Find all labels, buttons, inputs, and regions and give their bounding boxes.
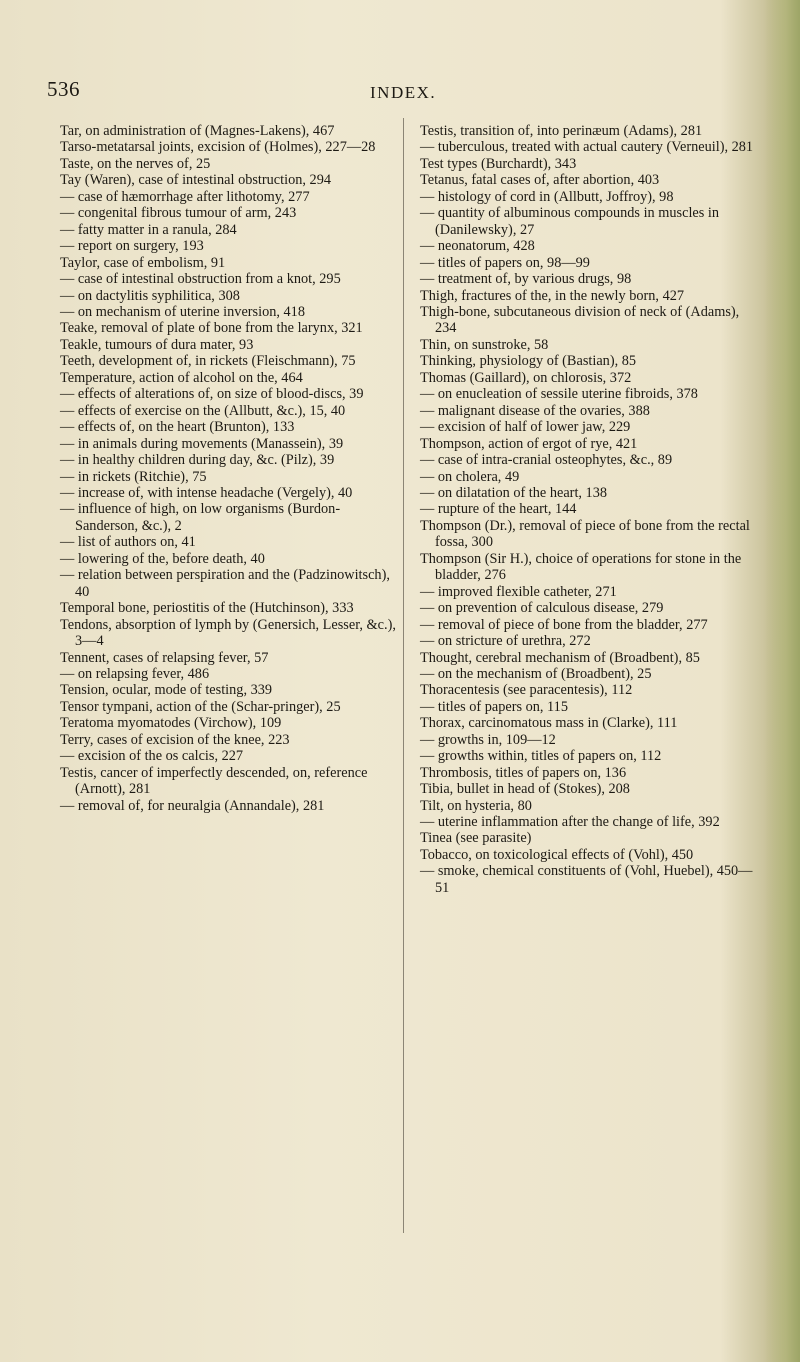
index-entry: — improved flexible catheter, 271 [420, 583, 617, 600]
index-entry: Tibia, bullet in head of (Stokes), 208 [420, 781, 630, 798]
index-entry: — case of hæmorrhage after lithotomy, 277 [60, 188, 310, 205]
index-entry: Taste, on the nerves of, 25 [60, 155, 211, 172]
index-entry: Thompson (Sir H.), choice of operations for stone in the bladder, 276 [420, 550, 742, 584]
index-entry: — treatment of, by various drugs, 98 [420, 271, 632, 288]
index-entry: — titles of papers on, 98—99 [420, 254, 590, 271]
index-entry: — list of authors on, 41 [60, 534, 196, 551]
index-entry: — growths within, titles of papers on, 112 [420, 748, 662, 765]
index-entry: Thoracentesis (see paracentesis), 112 [420, 682, 633, 699]
index-entry: — increase of, with intense headache (Vergely), 40 [60, 484, 353, 501]
index-entry: — in rickets (Ritchie), 75 [60, 468, 207, 485]
index-entry: Tensor tympani, action of the (Schar-pringer), 25 [60, 698, 341, 715]
index-entry: — in animals during movements (Manassein), 39 [60, 435, 344, 452]
index-entry: — neonatorum, 428 [420, 238, 535, 255]
index-entry: — on mechanism of uterine inversion, 418 [60, 303, 305, 320]
index-entry: — on cholera, 49 [420, 468, 520, 485]
running-head: INDEX. [370, 83, 437, 102]
index-entry: — tuberculous, treated with actual cautery (Verneuil), 281 [420, 139, 754, 156]
index-entry: Testis, cancer of imperfectly descended, on, reference (Arnott), 281 [60, 764, 368, 798]
index-entry: Tilt, on hysteria, 80 [420, 797, 532, 814]
index-entry: — rupture of the heart, 144 [420, 501, 577, 518]
index-entry: — malignant disease of the ovaries, 388 [420, 402, 650, 419]
index-entry: — on stricture of urethra, 272 [420, 633, 591, 650]
column-divider [403, 118, 404, 1233]
index-entry: Teeth, development of, in rickets (Fleischmann), 75 [60, 353, 356, 370]
index-entry: — on dactylitis syphilitica, 308 [60, 287, 240, 304]
index-entry: — in healthy children during day, &c. (Pilz), 39 [60, 452, 335, 469]
index-entry: Terry, cases of excision of the knee, 223 [60, 731, 290, 748]
index-entry: — on the mechanism of (Broadbent), 25 [420, 665, 652, 682]
index-entry: — smoke, chemical constituents of (Vohl, Huebel), 450—51 [420, 863, 753, 896]
index-entry: Tarso-metatarsal joints, excision of (Holmes), 227—28 [60, 139, 376, 156]
index-entry: — lowering of the, before death, 40 [60, 550, 265, 567]
index-entry: Thrombosis, titles of papers on, 136 [420, 764, 627, 781]
index-entry: Tay (Waren), case of intestinal obstruction, 294 [60, 172, 331, 189]
index-entry: Testis, transition of, into perinæum (Adams), 281 [420, 123, 703, 139]
index-entry: Thought, cerebral mechanism of (Broadbent), 85 [420, 649, 700, 666]
index-entry: — quantity of albuminous compounds in muscles in (Danilewsky), 27 [420, 205, 720, 238]
index-entry: — on relapsing fever, 486 [60, 665, 210, 682]
index-entry: — effects of exercise on the (Allbutt, &c.), 15, 40 [60, 402, 346, 419]
index-entry: Tetanus, fatal cases of, after abortion, 403 [420, 172, 660, 189]
index-entry: — case of intra-cranial osteophytes, &c., 89 [420, 452, 673, 469]
index-entry: Teratoma myomatodes (Virchow), 109 [60, 715, 282, 732]
index-entry: Tobacco, on toxicological effects of (Vohl), 450 [420, 846, 694, 863]
index-entry: — on prevention of calculous disease, 279 [420, 600, 664, 617]
page-number: 536 [47, 77, 80, 101]
index-entry: Temperature, action of alcohol on the, 464 [60, 369, 303, 386]
index-entry: — influence of high, on low organisms (Burdon-Sanderson, &c.), 2 [60, 501, 341, 534]
index-entry: Thorax, carcinomatous mass in (Clarke), 111 [420, 715, 678, 732]
index-entry: — removal of piece of bone from the bladder, 277 [420, 616, 708, 633]
index-entry: — on dilatation of the heart, 138 [420, 484, 608, 501]
index-entry: Tension, ocular, mode of testing, 339 [60, 682, 273, 699]
index-entry: Temporal bone, periostitis of the (Hutchinson), 333 [60, 600, 354, 617]
index-column-left [60, 123, 400, 814]
index-entry: — excision of the os calcis, 227 [60, 748, 244, 765]
index-entry: — uterine inflammation after the change of life, 392 [420, 814, 720, 831]
index-entry: — congenital fibrous tumour of arm, 243 [60, 205, 297, 222]
page-edge-shadow [764, 0, 800, 1362]
index-entry: Thomas (Gaillard), on chlorosis, 372 [420, 369, 632, 386]
index-entry: Thin, on sunstroke, 58 [420, 336, 549, 353]
index-entry: Taylor, case of embolism, 91 [60, 254, 226, 271]
index-entry: — case of intestinal obstruction from a knot, 295 [60, 271, 341, 288]
index-entry: — effects of, on the heart (Brunton), 133 [60, 419, 295, 436]
index-column-right [420, 123, 760, 896]
index-entry: — effects of alterations of, on size of blood-discs, 39 [60, 386, 364, 403]
index-entry: Thompson, action of ergot of rye, 421 [420, 435, 638, 452]
index-entry: — titles of papers on, 115 [420, 698, 568, 715]
index-entry: Tinea (see parasite) [420, 830, 532, 847]
index-entry: Tennent, cases of relapsing fever, 57 [60, 649, 269, 666]
index-entry: Teakle, tumours of dura mater, 93 [60, 336, 254, 353]
index-entry: Thigh-bone, subcutaneous division of neck of (Adams), 234 [420, 303, 740, 337]
index-entry: — removal of, for neuralgia (Annandale), 281 [60, 797, 325, 814]
index-entry: — growths in, 109—12 [420, 731, 556, 748]
index-entry: Thinking, physiology of (Bastian), 85 [420, 353, 637, 370]
index-entry: — on enucleation of sessile uterine fibroids, 378 [420, 386, 698, 403]
index-entry: Test types (Burchardt), 343 [420, 155, 577, 172]
index-entry: — report on surgery, 193 [60, 238, 204, 255]
index-entry: — relation between perspiration and the (Padzinowitsch), 40 [60, 567, 390, 600]
index-entry: Tar, on administration of (Magnes-Lakens), 467 [60, 123, 335, 139]
index-entry: — excision of half of lower jaw, 229 [420, 419, 631, 436]
index-entry: Thigh, fractures of the, in the newly born, 427 [420, 287, 685, 304]
index-entry: Tendons, absorption of lymph by (Genersich, Lesser, &c.), 3—4 [60, 616, 396, 650]
index-entry: Teake, removal of plate of bone from the larynx, 321 [60, 320, 363, 337]
index-entry: — fatty matter in a ranula, 284 [60, 221, 237, 238]
index-entry: — histology of cord in (Allbutt, Joffroy), 98 [420, 188, 674, 205]
index-entry: Thompson (Dr.), removal of piece of bone from the rectal fossa, 300 [420, 517, 750, 551]
